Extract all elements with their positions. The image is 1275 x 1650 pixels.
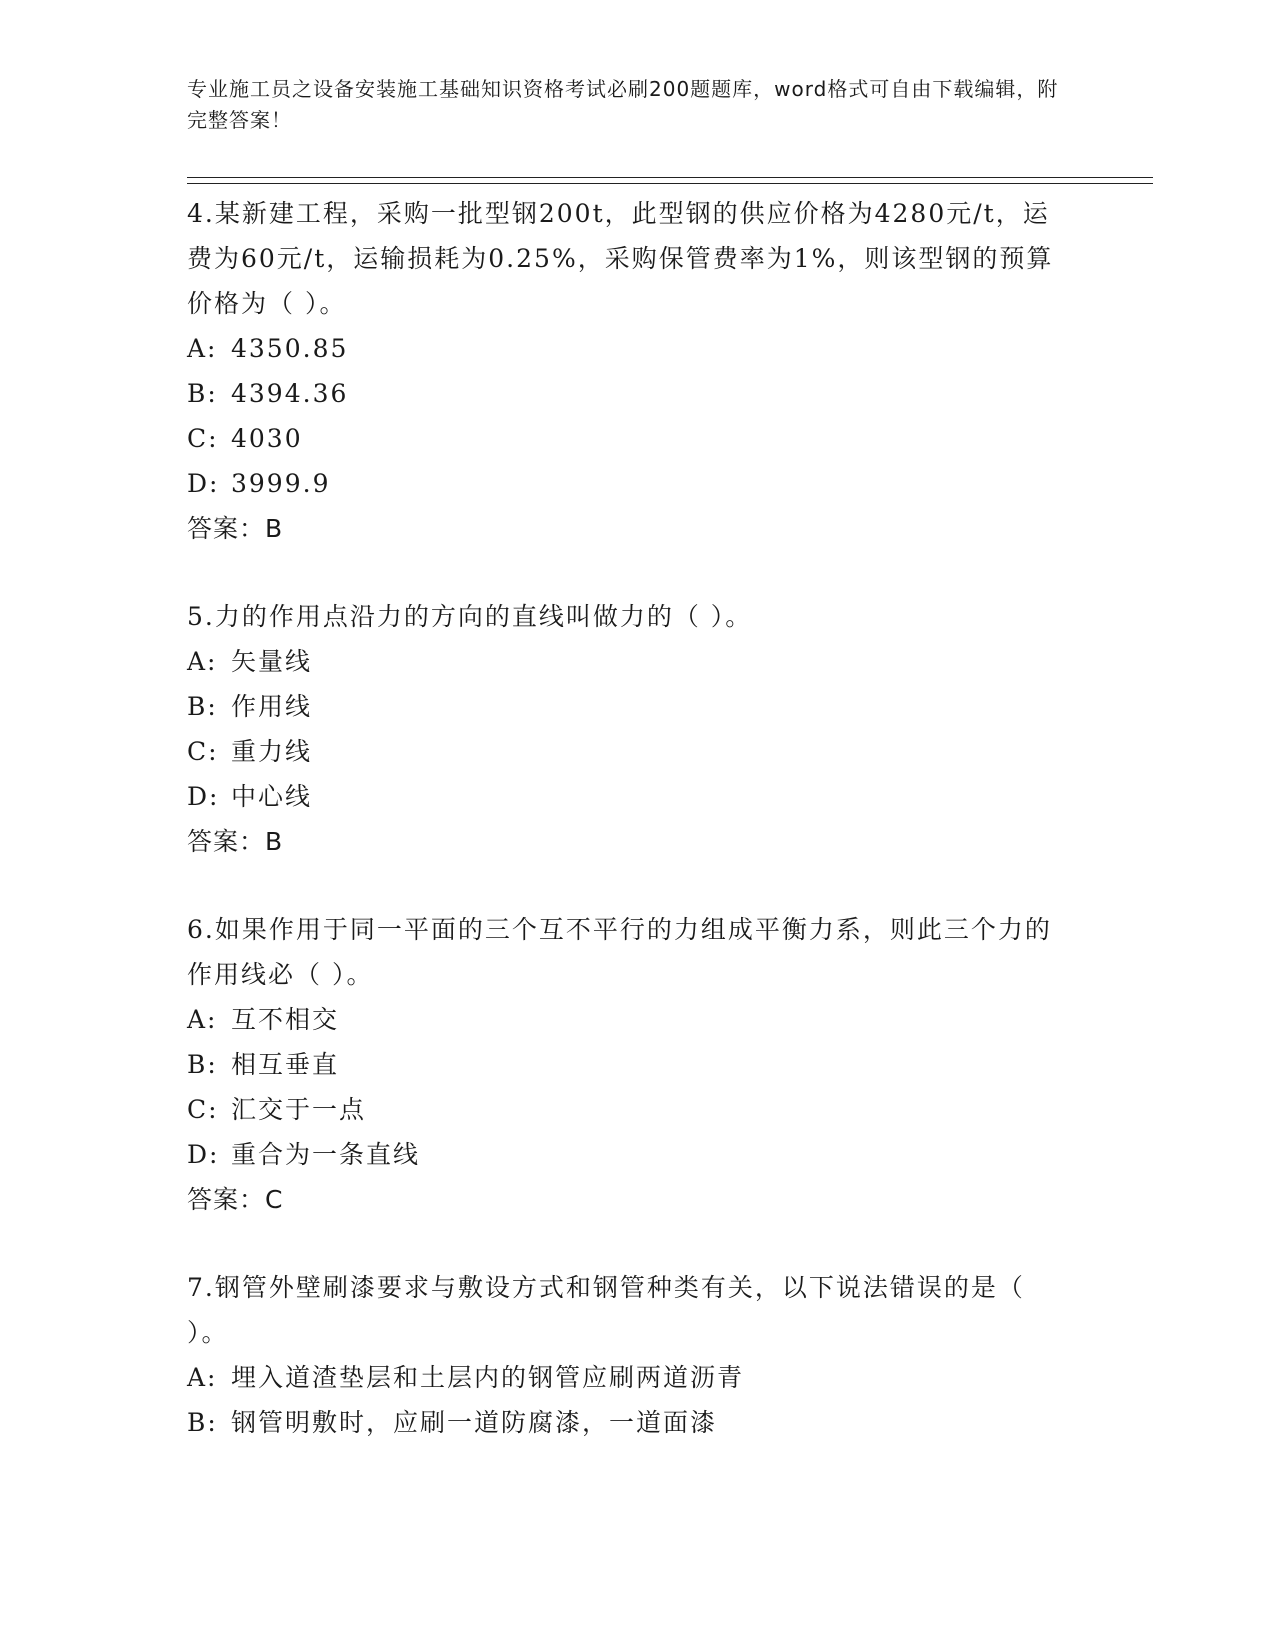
option-c	[187, 729, 1067, 774]
option-text: 矢量线	[231, 647, 313, 676]
option-letter: C:	[187, 424, 219, 453]
option-text: 中心线	[231, 782, 313, 811]
option-a	[187, 326, 1067, 371]
question-stem: 6.如果作用于同一平面的三个互不平行的力组成平衡力系，则此三个力的作用线必（ ）。	[187, 915, 1052, 989]
option-letter: D:	[187, 782, 220, 811]
header-rule-bottom	[187, 183, 1153, 184]
answer: 答案：C	[187, 1185, 284, 1214]
option-b	[187, 1042, 1067, 1087]
option-text: 重合为一条直线	[231, 1140, 421, 1169]
option-d	[187, 774, 1067, 819]
option-b	[187, 684, 1067, 729]
option-letter: B:	[187, 1050, 218, 1079]
question-stem: 7.钢管外壁刷漆要求与敷设方式和钢管种类有关，以下说法错误的是（ ）。	[187, 1273, 1025, 1347]
header-rule-top	[187, 177, 1153, 178]
option-text: 4030	[231, 424, 303, 453]
question-list	[187, 188, 1067, 1485]
document-header: 专业施工员之设备安装施工基础知识资格考试必刷200题题库，word格式可自由下载编辑，附完整答案！	[187, 77, 1059, 132]
option-letter: B:	[187, 1408, 218, 1437]
option-text: 埋入道渣垫层和土层内的钢管应刷两道沥青	[231, 1363, 745, 1392]
option-a	[187, 997, 1067, 1042]
question-6	[187, 904, 1067, 1222]
option-a	[187, 639, 1067, 684]
option-a	[187, 1355, 1067, 1400]
option-letter: D:	[187, 1140, 220, 1169]
option-text: 互不相交	[231, 1005, 340, 1034]
question-stem: 5.力的作用点沿力的方向的直线叫做力的（ ）。	[187, 602, 753, 631]
option-b	[187, 371, 1067, 416]
option-d	[187, 461, 1067, 506]
option-text: 作用线	[231, 692, 313, 721]
option-text: 重力线	[231, 737, 313, 766]
option-text: 4350.85	[231, 334, 349, 363]
option-c	[187, 416, 1067, 461]
option-b	[187, 1400, 1067, 1445]
option-letter: A:	[187, 1363, 218, 1392]
option-d	[187, 1132, 1067, 1177]
option-letter: B:	[187, 692, 218, 721]
question-stem: 4.某新建工程，采购一批型钢200t，此型钢的供应价格为4280元/t，运费为60元/t，运输损耗为0.25%，采购保管费率为1%，则该型钢的预算价格为（ ）。	[187, 199, 1054, 318]
option-letter: C:	[187, 1095, 219, 1124]
question-5	[187, 591, 1067, 864]
option-text: 钢管明敷时，应刷一道防腐漆，一道面漆	[231, 1408, 718, 1437]
option-letter: C:	[187, 737, 219, 766]
option-text: 3999.9	[231, 469, 331, 498]
answer: 答案：B	[187, 827, 284, 856]
answer: 答案：B	[187, 514, 284, 543]
option-letter: D:	[187, 469, 220, 498]
question-4	[187, 188, 1067, 551]
option-letter: A:	[187, 334, 218, 363]
option-text: 汇交于一点	[231, 1095, 367, 1124]
option-letter: B:	[187, 379, 218, 408]
option-c	[187, 1087, 1067, 1132]
question-7	[187, 1262, 1067, 1445]
option-text: 相互垂直	[231, 1050, 340, 1079]
option-letter: A:	[187, 647, 218, 676]
option-text: 4394.36	[231, 379, 349, 408]
option-letter: A:	[187, 1005, 218, 1034]
